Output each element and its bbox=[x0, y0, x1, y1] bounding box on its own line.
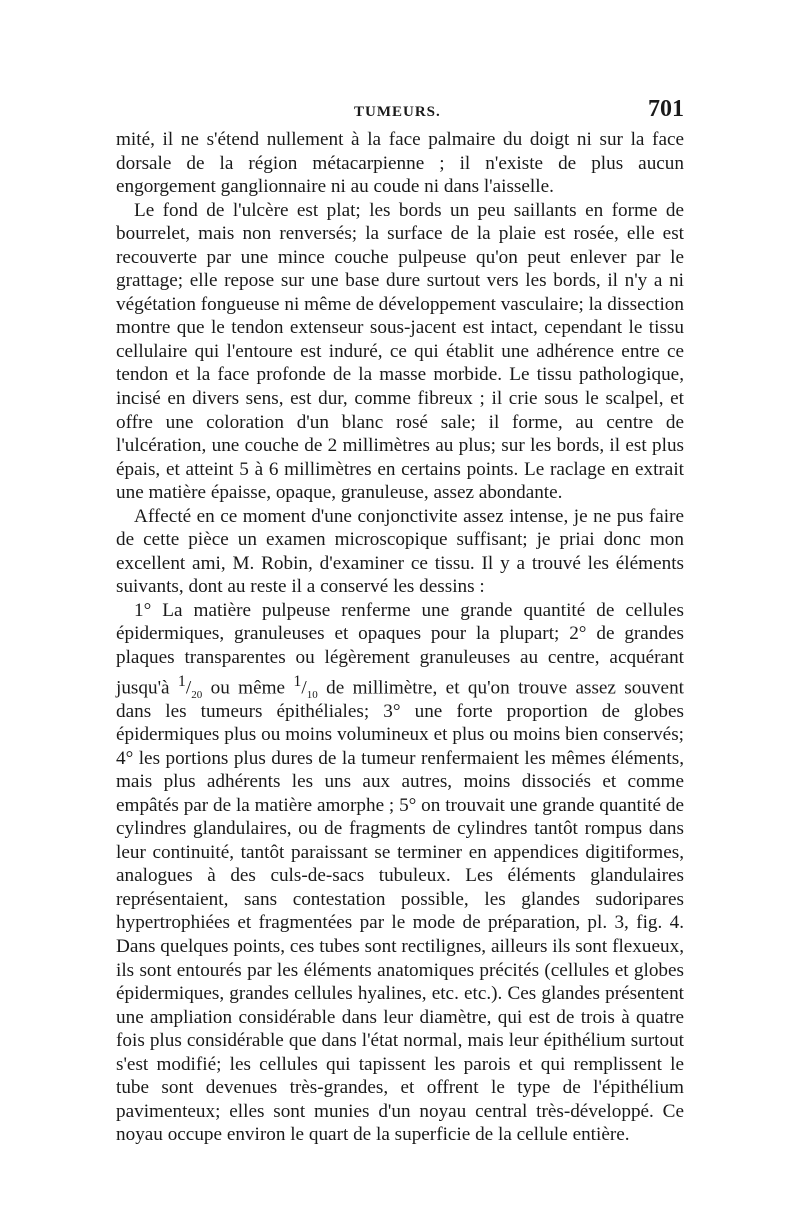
paragraph-2: Le fond de l'ulcère est plat; les bords un peu saillants en forme de bourrelet, mais non renversés; la surface de la plaie est rosée, elle est recouverte par une mince couche pulpeuse qu'on peut enlever par le grattage; elle repose sur une base dure surtout vers les bords, il n'y a ni végétation fongueuse ni même de développement vasculaire; la dissection montre que le tendon extenseur sous-jacent est intact, cependant le tissu cellulaire qui l'entoure est induré, ce qui établit une adhérence entre ce tendon et la face profonde de la masse morbide. Le tissu pathologique, incisé en divers sens, est dur, comme fibreux ; il crie sous le scalpel, et offre une coloration d'un blanc rosé sale; il forme, au centre de l'ulcération, une couche de 2 millimètres au plus; sur les bords, il est plus épais, et atteint 5 à 6 millimètres en certains points. Le raclage en extrait une matière épaisse, opaque, granuleuse, assez abondante. bbox=[116, 199, 684, 504]
running-title: TUMEURS. bbox=[354, 104, 441, 120]
paragraph-3: Affecté en ce moment d'une conjonctivite assez intense, je ne pus faire de cette pièce un examen microscopique suffisant; je priai donc mon excellent ami, M. Robin, d'examiner ce tissu. Il y a trouvé les éléments suivants, dont au reste il a conservé les dessins : bbox=[116, 505, 684, 598]
page-header bbox=[116, 96, 684, 126]
paragraph-4-text-c: de millimètre, et qu'on trouve assez souvent dans les tumeurs épithéliales; 3° une forte proportion de globes épidermiques plus ou moins volumineux et plus ou moins bien conservés; 4° les portions plus dures de la tumeur renfermaient les mêmes éléments, mais plus adhérents les uns aux autres, moins dissociés et comme empâtés par de la matière amorphe ; 5° on trouvait une grande quantité de cylindres glandulaires, ou de fragments de cylindres tantôt rompus dans leur continuité, tantôt paraissant se terminer en appendices digitiformes, analogues à des culs-de-sacs tubuleux. Les éléments glandulaires représentaient, sans contestation possible, les glandes sudoripares hypertrophiées et fragmentées par le mode de préparation, pl. 3, fig. 4. Dans quelques points, ces tubes sont rectilignes, ailleurs ils sont flexueux, ils sont entourés par les éléments anatomiques précités (cellules et globes épidermiques, grandes cellules hyalines, etc. etc.). Ces glandes présentent une ampliation considérable dans leur diamètre, qui est de trois à quatre fois plus considérable que dans l'état normal, mais leur épithélium surtout s'est modifié; les cellules qui tapissent les parois et qui remplissent le tube sont devenues très-grandes, et offrent le type de l'épithélium pavimenteux; elles sont munies d'un noyau central très-développé. Ce noyau occupe environ le quart de la superficie de la cellule entière. bbox=[116, 676, 684, 1146]
fraction-1-denominator: 20 bbox=[191, 688, 203, 701]
paragraph-4: 1° La matière pulpeuse renferme une grande quantité de cellules épidermiques, granuleuses et opaques pour la plupart; 2° de grandes plaques transparentes ou légèrement granuleuses au centre, acquérant jusqu'à $^1/_{20}$ ou même $^1/_{10}$ de millimètre, et qu'on trouve assez souvent dans les tumeurs épithéliales; 3° une forte proportion de globes épidermiques plus ou moins volumineux et plus ou moins bien conservés; 4° les portions plus dures de la tumeur renfermaient les mêmes éléments, mais plus adhérents les uns aux autres, moins dissociés et comme empâtés par de la matière amorphe ; 5° on trouvait une grande quantité de cylindres glandulaires, ou de fragments de cylindres tantôt rompus dans leur continuité, tantôt paraissant se terminer en appendices digitiformes, analogues à des culs-de-sacs tubuleux. Les éléments glandulaires représentaient, sans contestation possible, les glandes sudoripares hypertrophiées et fragmentées par le mode de préparation, pl. 3, fig. 4. Dans quelques points, ces tubes sont rectilignes, ailleurs ils sont flexueux, ils sont entourés par les éléments anatomiques précités (cellules et globes épidermiques, grandes cellules hyalines, etc. etc.). Ces glandes présentent une ampliation considérable dans leur diamètre, qui est de trois à quatre fois plus considérable que dans l'état normal, mais leur épithélium surtout s'est modifié; les cellules qui tapissent les parois et qui remplissent le tube sont devenues très-grandes, et offrent le type de l'épithélium pavimenteux; elles sont munies d'un noyau central très-développé. Ce noyau occupe environ le quart de la superficie de la cellule entière. bbox=[116, 599, 684, 1146]
body-text bbox=[116, 128, 684, 1147]
paragraph-4-text-a: 1° La matière pulpeuse renferme une grande quantité de cellules épidermiques, granuleuses et opaques pour la plupart; 2° de grandes plaques transparentes ou légèrement granuleuses au centre, acquérant jusqu'à bbox=[116, 599, 684, 698]
page-number: 701 bbox=[648, 96, 684, 122]
fraction-2-denominator: 10 bbox=[306, 688, 318, 701]
fraction-2-numerator: 1 bbox=[293, 672, 302, 690]
fraction-1-numerator: 1 bbox=[177, 672, 186, 690]
paragraph-1: mité, il ne s'étend nullement à la face palmaire du doigt ni sur la face dorsale de la région métacarpienne ; il n'existe de plus aucun engorgement ganglionnaire ni au coude ni dans l'aisselle. bbox=[116, 129, 684, 198]
paragraph-4-text-b: ou même bbox=[202, 676, 294, 698]
